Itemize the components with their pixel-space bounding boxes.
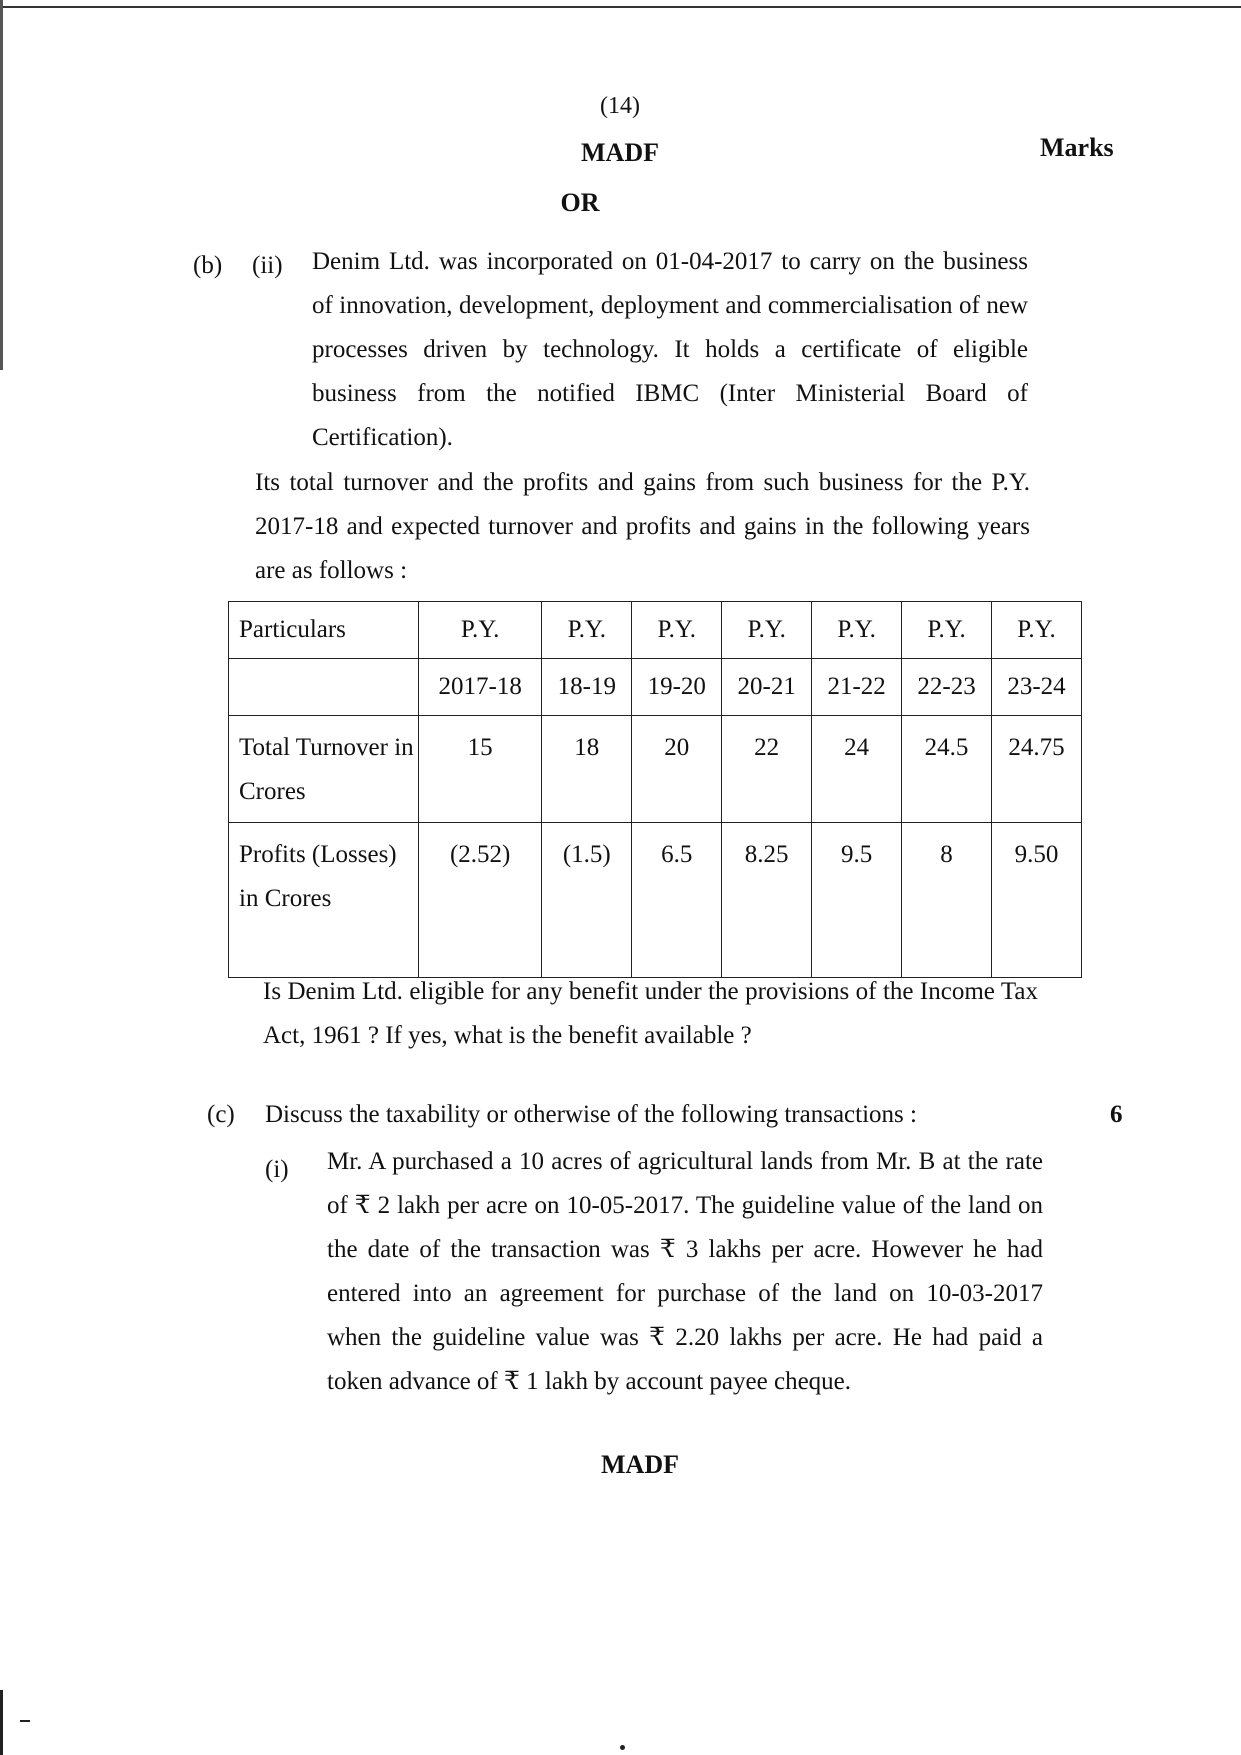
year-cell: 2017-18 — [419, 659, 542, 716]
turnover-cell: 24.5 — [902, 716, 992, 823]
year-cell: 21-22 — [812, 659, 902, 716]
year-cell: 22-23 — [902, 659, 992, 716]
profit-label: Profits (Losses) in Crores — [229, 823, 419, 978]
turnover-row — [229, 716, 1082, 823]
question-b-label: (b) — [193, 252, 223, 279]
question-c-marks: 6 — [1110, 1101, 1123, 1128]
py-header: P.Y. — [722, 602, 812, 659]
question-c-sub-paragraph — [327, 1140, 1043, 1404]
empty-cell — [229, 659, 419, 716]
turnover-cell: 24 — [812, 716, 902, 823]
profit-cell: 9.50 — [992, 823, 1082, 978]
marks-column-label: Marks — [1040, 133, 1114, 162]
py-header: P.Y. — [632, 602, 722, 659]
question-b-sub-label: (ii) — [252, 252, 283, 279]
question-b-paragraph-text: Denim Ltd. was incorporated on 01-04-2017 to carry on the business of innovation, development, deployment and commercialisation of new processes driven by technology. It holds a certificate of eligible business from the notified IBMC (Inter Ministerial Board of Certification). — [312, 248, 1028, 451]
eligibility-question-text: Is Denim Ltd. eligible for any benefit under the provisions of the Income Tax Act, 1961 ? If yes, what is the benefit available ? — [263, 978, 1038, 1049]
year-cell: 20-21 — [722, 659, 812, 716]
year-cell: 18-19 — [542, 659, 632, 716]
turnover-cell: 22 — [722, 716, 812, 823]
turnover-cell: 20 — [632, 716, 722, 823]
page-number: (14) — [600, 93, 640, 119]
eligibility-question — [263, 970, 1038, 1058]
py-header: P.Y. — [419, 602, 542, 659]
header-code: MADF — [581, 138, 659, 167]
profit-cell: (1.5) — [542, 823, 632, 978]
turnover-cell: 24.75 — [992, 716, 1082, 823]
year-cell: 19-20 — [632, 659, 722, 716]
question-c-label: (c) — [207, 1101, 235, 1128]
profit-cell: 6.5 — [632, 823, 722, 978]
table-year-row — [229, 659, 1082, 716]
py-header: P.Y. — [812, 602, 902, 659]
or-label: OR — [560, 188, 600, 217]
turnover-cell: 15 — [419, 716, 542, 823]
py-header: P.Y. — [542, 602, 632, 659]
profit-row — [229, 823, 1082, 978]
profit-cell: 9.5 — [812, 823, 902, 978]
py-header: P.Y. — [992, 602, 1082, 659]
margin-dash — [20, 1720, 30, 1722]
question-c-sub-paragraph-text: Mr. A purchased a 10 acres of agricultural lands from Mr. B at the rate of ₹ 2 lakh per acre on 10-05-2017. The guideline value of the land on the date of the transaction was ₹ 3 lakhs per acre. However he had entered into an agreement for purchase of the land on 10-03-2017 when the guideline value was ₹ 2.20 lakhs per acre. He had paid a token advance of ₹ 1 lakh by account payee cheque. — [327, 1148, 1043, 1395]
bottom-dot — [620, 1745, 625, 1750]
profit-cell: 8 — [902, 823, 992, 978]
turnover-intro — [255, 461, 1030, 593]
turnover-profit-table — [228, 601, 1082, 978]
question-c-sub-label: (i) — [265, 1156, 289, 1183]
py-header: P.Y. — [902, 602, 992, 659]
question-c-text: Discuss the taxability or otherwise of the following transactions : — [265, 1101, 917, 1128]
turnover-intro-text: Its total turnover and the profits and gains from such business for the P.Y. 2017-18 and expected turnover and profits and gains in the following years are as follows : — [255, 469, 1030, 584]
particulars-header: Particulars — [229, 602, 419, 659]
turnover-label: Total Turnover in Crores — [229, 716, 419, 823]
turnover-cell: 18 — [542, 716, 632, 823]
table-header-row — [229, 602, 1082, 659]
footer-code: MADF — [601, 1450, 679, 1479]
left-scan-edge — [0, 0, 3, 370]
question-b-paragraph — [312, 240, 1028, 460]
profit-cell: 8.25 — [722, 823, 812, 978]
profit-cell: (2.52) — [419, 823, 542, 978]
top-border-line — [0, 0, 1241, 8]
left-margin-mark — [0, 1690, 3, 1755]
year-cell: 23-24 — [992, 659, 1082, 716]
